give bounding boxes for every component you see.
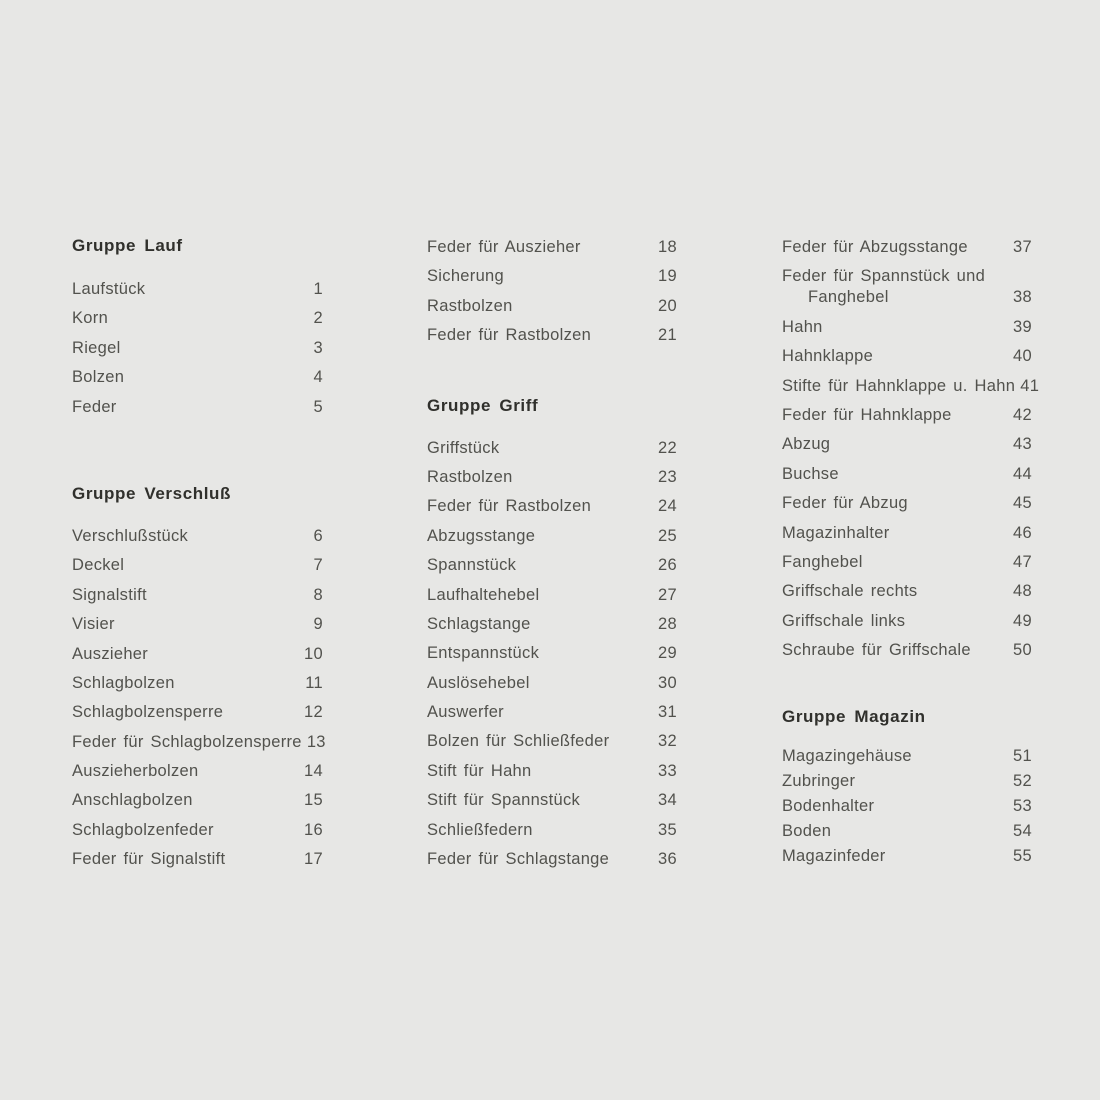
list-item — [782, 317, 1032, 346]
item-number: 49 — [1013, 611, 1032, 630]
list-item — [427, 790, 677, 819]
item-number: 3 — [313, 338, 323, 357]
items-block — [782, 237, 1040, 669]
list-item — [782, 287, 1032, 316]
list-item — [782, 346, 1032, 375]
list-item — [782, 552, 1032, 581]
list-item — [427, 467, 677, 496]
list-item — [782, 464, 1032, 493]
list-item — [782, 771, 1032, 796]
item-number: 53 — [1013, 797, 1032, 816]
item-number: 20 — [658, 296, 677, 315]
list-item — [782, 434, 1032, 463]
item-label: Zubringer — [782, 772, 856, 791]
item-number: 16 — [304, 820, 323, 839]
item-label: Laufhaltehebel — [427, 585, 540, 604]
item-label: Entspannstück — [427, 644, 540, 663]
list-item — [72, 614, 323, 643]
list-item — [427, 438, 677, 467]
item-label: Auslösehebel — [427, 673, 530, 692]
list-item — [427, 614, 677, 643]
list-item — [427, 237, 677, 266]
item-number: 33 — [658, 761, 677, 780]
item-label: Boden — [782, 822, 832, 841]
item-number: 48 — [1013, 582, 1032, 601]
list-item — [427, 296, 677, 325]
item-number: 41 — [1020, 376, 1040, 395]
item-label: Hahnklappe — [782, 347, 874, 366]
list-item — [72, 673, 323, 702]
items-block — [72, 526, 326, 879]
item-label: Auszieher — [72, 644, 149, 663]
list-item — [72, 702, 323, 731]
item-label: Feder — [72, 397, 117, 416]
list-item — [72, 555, 323, 584]
list-item — [72, 279, 323, 308]
item-number: 10 — [304, 644, 323, 663]
item-label: Verschlußstück — [72, 526, 189, 545]
item-number: 13 — [306, 732, 326, 751]
item-label: Feder für Schlagbolzensperre — [72, 732, 302, 751]
list-item — [72, 585, 323, 614]
list-item — [72, 397, 323, 426]
list-item — [72, 338, 323, 367]
group-heading: Gruppe Magazin — [782, 707, 926, 727]
list-item — [782, 611, 1032, 640]
item-label: Korn — [72, 309, 109, 328]
item-label: Visier — [72, 615, 115, 634]
list-item — [72, 308, 323, 337]
item-number: 11 — [305, 673, 323, 692]
list-item — [427, 496, 677, 525]
list-item — [427, 702, 677, 731]
list-item — [427, 820, 677, 849]
item-label: Feder für Abzug — [782, 494, 908, 513]
item-number: 14 — [304, 762, 323, 781]
item-label: Bolzen für Schließfeder — [427, 732, 610, 751]
list-item — [427, 266, 677, 295]
item-number: 27 — [658, 585, 677, 604]
item-label: Feder für Hahnklappe — [782, 405, 952, 424]
item-label: Magazinfeder — [782, 847, 886, 866]
item-label: Deckel — [72, 556, 125, 575]
item-number: 18 — [658, 238, 677, 256]
item-number: 9 — [313, 615, 323, 634]
item-label: Feder für Rastbolzen — [427, 497, 592, 516]
item-number: 30 — [658, 673, 677, 692]
item-number: 5 — [313, 397, 323, 416]
item-label: Abzug — [782, 435, 831, 454]
list-item — [72, 849, 323, 878]
list-item — [427, 849, 677, 878]
group-heading: Gruppe Verschluß — [72, 483, 232, 503]
list-item — [427, 731, 677, 760]
item-number: 50 — [1013, 641, 1032, 660]
item-number: 32 — [658, 732, 677, 751]
list-item — [427, 643, 677, 672]
list-item — [72, 367, 323, 396]
item-label: Griffschale links — [782, 611, 906, 630]
item-label: Feder für Schlagstange — [427, 850, 610, 869]
list-item — [782, 266, 1032, 287]
list-item — [782, 746, 1032, 771]
item-number: 39 — [1013, 317, 1032, 336]
list-item — [427, 325, 677, 354]
item-number: 2 — [313, 309, 323, 328]
item-number: 38 — [1013, 288, 1032, 307]
item-number: 15 — [304, 791, 323, 810]
item-number: 31 — [658, 703, 677, 722]
item-number: 19 — [658, 267, 677, 286]
item-number: 43 — [1013, 435, 1032, 454]
item-number: 22 — [658, 438, 677, 457]
item-number: 1 — [313, 280, 323, 298]
item-number: 23 — [658, 467, 677, 486]
item-label: Sicherung — [427, 267, 504, 286]
item-label: Feder für Rastbolzen — [427, 326, 592, 345]
group-heading: Gruppe Lauf — [72, 236, 183, 255]
list-item — [427, 761, 677, 790]
item-number: 40 — [1013, 347, 1032, 366]
item-number: 42 — [1013, 405, 1032, 424]
item-label: Stifte für Hahnklappe u. Hahn — [782, 376, 1016, 395]
item-label: Schlagbolzen — [72, 673, 175, 692]
list-item — [782, 523, 1032, 552]
parts-column-right — [782, 0, 1040, 1100]
item-number: 25 — [658, 526, 677, 545]
item-label: Stift für Spannstück — [427, 791, 581, 810]
item-label: Hahn — [782, 317, 823, 336]
list-item — [72, 732, 326, 761]
list-item — [72, 790, 323, 819]
item-number: 12 — [304, 703, 323, 722]
item-number: 17 — [304, 850, 323, 869]
item-label: Abzugsstange — [427, 526, 536, 545]
item-number: 8 — [313, 585, 323, 604]
items-block — [782, 746, 1032, 871]
list-item — [782, 640, 1032, 669]
item-number: 35 — [658, 820, 677, 839]
list-item — [782, 846, 1032, 871]
items-block — [72, 279, 323, 426]
item-number: 46 — [1013, 523, 1032, 542]
parts-column-middle — [427, 0, 677, 1100]
item-label: Fanghebel — [808, 288, 889, 307]
item-number: 6 — [313, 526, 323, 545]
item-label: Griffschale rechts — [782, 582, 918, 601]
item-label: Rastbolzen — [427, 467, 513, 486]
parts-column-left — [72, 0, 326, 1100]
item-label: Buchse — [782, 464, 839, 483]
item-label: Laufstück — [72, 280, 146, 298]
list-item — [72, 644, 323, 673]
item-number: 45 — [1013, 494, 1032, 513]
list-item — [782, 821, 1032, 846]
item-label: Auszieherbolzen — [72, 762, 199, 781]
list-item — [782, 376, 1040, 405]
item-label: Auswerfer — [427, 703, 504, 722]
list-item — [427, 526, 677, 555]
item-label: Magazinhalter — [782, 523, 890, 542]
item-number: 44 — [1013, 464, 1032, 483]
item-number: 52 — [1013, 772, 1032, 791]
item-number: 34 — [658, 791, 677, 810]
item-number: 28 — [658, 614, 677, 633]
item-label: Feder für Signalstift — [72, 850, 226, 869]
item-number: 54 — [1013, 822, 1032, 841]
item-number: 4 — [313, 368, 323, 387]
item-label: Riegel — [72, 338, 121, 357]
list-item — [782, 796, 1032, 821]
item-label: Spannstück — [427, 556, 517, 575]
item-number: 37 — [1013, 238, 1032, 256]
item-label: Schlagbolzenfeder — [72, 820, 214, 839]
item-number: 26 — [658, 556, 677, 575]
item-label: Rastbolzen — [427, 296, 513, 315]
list-item — [782, 237, 1032, 266]
item-number: 21 — [658, 326, 677, 345]
item-number: 7 — [313, 556, 323, 575]
item-number: 29 — [658, 644, 677, 663]
item-number: 47 — [1013, 552, 1032, 571]
item-label: Bolzen — [72, 368, 125, 387]
item-number: 24 — [658, 497, 677, 516]
list-item — [782, 493, 1032, 522]
item-number: 51 — [1013, 747, 1032, 766]
list-item — [72, 526, 323, 555]
items-block — [427, 237, 677, 355]
list-item — [782, 405, 1032, 434]
items-block — [427, 438, 677, 879]
list-item — [427, 673, 677, 702]
list-item — [427, 555, 677, 584]
item-label: Griffstück — [427, 438, 500, 457]
item-label: Feder für Spannstück und — [782, 267, 986, 286]
list-item — [72, 820, 323, 849]
group-heading: Gruppe Griff — [427, 395, 539, 415]
item-label: Bodenhalter — [782, 797, 875, 816]
item-label: Fanghebel — [782, 552, 863, 571]
item-label: Schließfedern — [427, 820, 533, 839]
item-label: Stift für Hahn — [427, 761, 532, 780]
item-label: Anschlagbolzen — [72, 791, 193, 810]
item-label: Schlagstange — [427, 614, 531, 633]
item-label: Signalstift — [72, 585, 147, 604]
item-label: Feder für Auszieher — [427, 238, 581, 256]
list-item — [72, 761, 323, 790]
item-label: Schraube für Griffschale — [782, 641, 971, 660]
item-number: 36 — [658, 850, 677, 869]
item-label: Magazingehäuse — [782, 747, 912, 766]
list-item — [427, 585, 677, 614]
item-label: Feder für Abzugsstange — [782, 238, 968, 256]
item-label: Schlagbolzensperre — [72, 703, 224, 722]
item-number: 55 — [1013, 847, 1032, 866]
list-item — [782, 581, 1032, 610]
